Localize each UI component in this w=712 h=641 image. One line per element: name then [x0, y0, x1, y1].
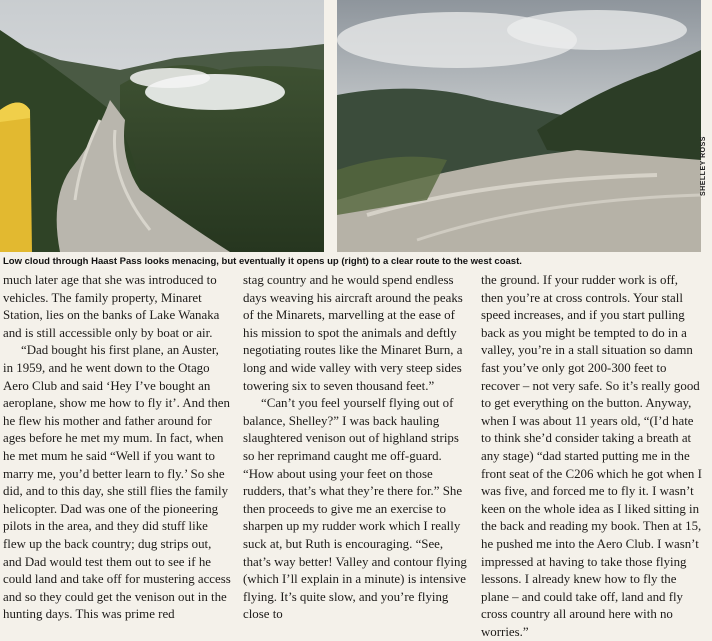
- photo-credit: SHELLEY ROSS: [700, 136, 707, 196]
- paragraph: stag country and he would spend endless days weaving his aircraft around the peaks of the Minarets, marvelling at the ease of his mission to spot the animals and deftly negotiating routes like the Minaret Burn, a long and wide valley with very steep sides towering six to seven thousand feet.”: [243, 273, 463, 393]
- photo-caption: Low cloud through Haast Pass looks menacing, but eventually it opens up (right) to a clear route to the west coast.: [3, 256, 522, 267]
- paragraph: “Can’t you feel yourself flying out of balance, Shelley?” I was back hauling slaughtered venison out of highland strips so her reprimand caught me off-guard. “How about using your feet on those rudders, that’s what they’re there for.” She then proceeds to give me an exercise to sharpen up my rudder work which I really suck at, but Ruth is encouraging. “See, that’s way better! Valley and contour flying (which I’ll explain in a minute) is intensive flying. It’s quite slow, and you’re flying close to: [243, 396, 467, 622]
- text-column-3: [481, 272, 703, 639]
- photo-clear-route-west-coast: [337, 0, 701, 252]
- text-column-1: [3, 272, 232, 621]
- paragraph: much later age that she was introduced to vehicles. The family property, Minaret Station, lies on the banks of Lake Wanaka and is still accessible only by boat or air.: [3, 273, 220, 340]
- photo-haast-pass-low-cloud: [0, 0, 324, 252]
- text-column-2: [243, 272, 467, 621]
- paragraph: the ground. If your rudder work is off, then you’re at cross controls. Your stall speed increases, and if you start pulling back as you might be tempted to do in a valley, you’re in a stall situation so damn fast you’ve only got 200-300 feet to recover – not very safe. So it’s really good to get everything on the button. Anyway, when I was about 11 years old, “(I’d hate to think she’d consider taking a breath at any stage) “dad started putting me in the front seat of the C206 which he got when I was five, and forced me to fly it. I wasn’t keen on the whole idea as I liked sitting in the back and reading my book. Then at 15, he pushed me into the Aero Club. I wasn’t impressed at having to take those flying lessons. I already knew how to fly the plane – and could take off, land and fly cross country all around here with no worries.”: [481, 273, 702, 639]
- paragraph: “Dad bought his first plane, an Auster, in 1959, and he went down to the Otago Aero Club and said ‘Hey I’ve bought an aeroplane, show me how to fly it’. And then he flew his mother and father around for ages before he met my mum. In fact, when he met mum he said “Well if you want to marry me, you’d better learn to fly.’ So she did, and to this day, she still flies the family helicopter. Dad was one of the pioneering pilots in the area, and they did stuff like flew up the back country; dug strips out, and Dad would test them out to see if he could land and take off for mustering access and so they could get the venison out in the hunting days. This was prime red: [3, 343, 231, 622]
